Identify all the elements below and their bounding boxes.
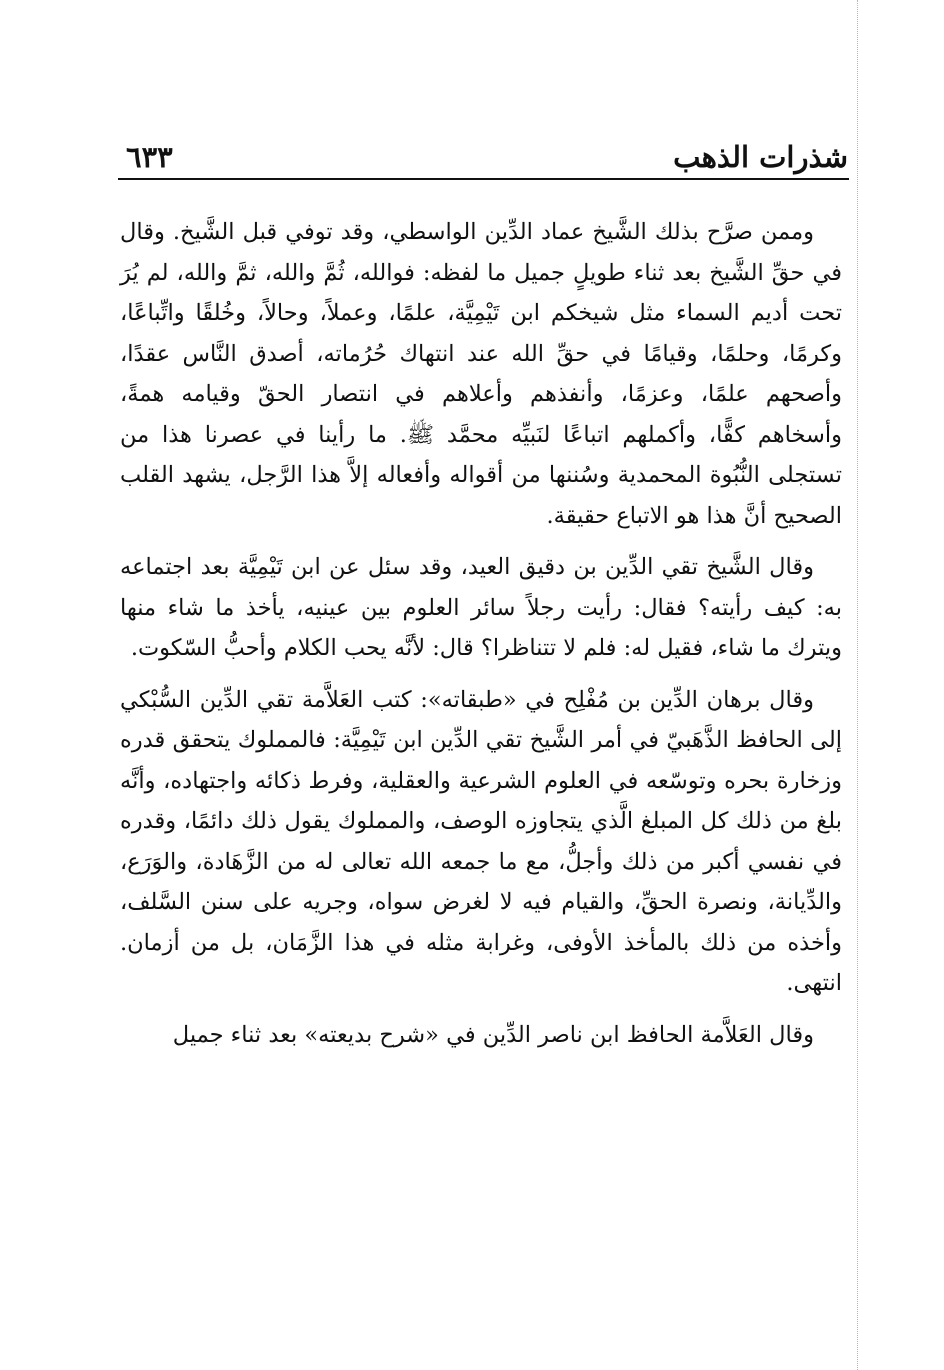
page-number: ٦٣٣ [126,140,173,174]
paragraph-2: وقال الشَّيخ تقي الدِّين بن دقيق العيد، وقد سئل عن ابن تَيْمِيَّة بعد اجتماعه به: كيف رأيته؟ فقال: رأيت رجلاً سائر العلوم بين عينيه، يأخذ ما شاء منها ويترك ما شاء، فقيل له: فلم لا تتناظرا؟ قال: لأنَّه يحب الكلام وأحبُّ السّكوت. [120,554,842,661]
paragraph-1: وممن صرَّح بذلك الشَّيخ عماد الدِّين الواسطي، وقد توفي قبل الشَّيخ. وقال في حقِّ الشَّيخ بعد ثناء طويلٍ جميل ما لفظه: فوالله، ثُمَّ والله، ثمَّ والله، لم يُرَ تحت أديم السماء مثل شيخكم ابن تَيْمِيَّة، علمًا، وعملاً، وحالاً، وخُلقًا واتِّباعًا، وكرمًا، وحلمًا، وقيامًا في حقِّ الله عند انتهاك حُرُماته، أصدق النَّاس عقدًا، وأصحهم علمًا، وعزمًا، وأنفذهم وأعلاهم في انتصار الحقّ وقيامه همةً، وأسخاهم كفًّا، وأكملهم اتباعًا لنَبيِّه محمَّد ﷺ. ما رأينا في عصرنا هذا من تستجلى النُّبُوة المحمدية وسُننها من أقواله وأفعاله إلاَّ هذا الرَّجل، يشهد القلب الصحيح أنَّ هذا هو الاتباع حقيقة. [120,219,842,529]
paragraph-4: وقال العَلاَّمة الحافظ ابن ناصر الدِّين في «شرح بديعته» بعد ثناء جميل [172,1021,814,1048]
scan-margin-line [857,0,858,1370]
header-rule [118,178,849,180]
running-header [118,135,848,179]
paragraph-3: وقال برهان الدِّين بن مُفْلِح في «طبقاته»: كتب العَلاَّمة تقي الدِّين السُّبْكي إلى الحافظ الذَّهَبيّ في أمر الشَّيخ تقي الدِّين ابن تَيْمِيَّة: فالمملوك يتحقق قدره وزخارة بحره وتوسّعه في العلوم الشرعية والعقلية، وفرط ذكائه واجتهاده، وأنَّه بلغ من ذلك كل المبلغ الَّذي يتجاوزه الوصف، والمملوك يقول ذلك دائمًا، وقدره في نفسي أكبر من ذلك وأجلُّ، مع ما جمعه الله تعالى له من الزَّهَادة، والوَرَع، والدِّيانة، ونصرة الحقِّ، والقيام فيه لا لغرض سواه، وجريه على سنن السَّلف، وأخذه من ذلك بالمأخذ الأوفى، وغرابة مثله في هذا الزَّمَان، بل من أزمان. انتهى. [120,686,842,996]
book-title: شذرات الذهب [673,140,848,174]
body-text [120,212,842,1055]
